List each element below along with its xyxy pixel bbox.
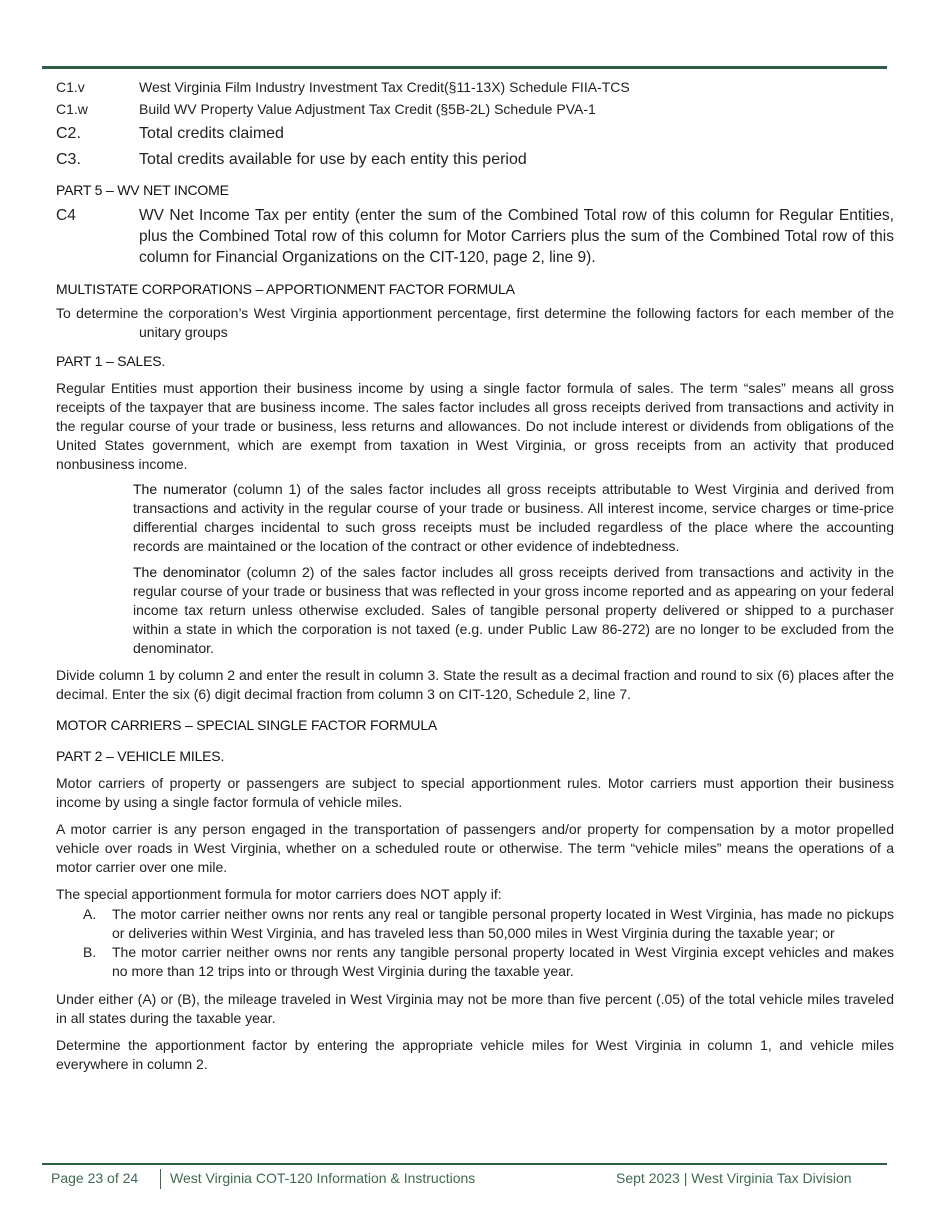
credit-code: C2. <box>56 125 81 142</box>
section-heading: PART 5 – WV NET INCOME <box>56 182 229 198</box>
credit-row <box>56 76 894 98</box>
list-letter: B. <box>83 944 97 960</box>
list-item <box>83 943 894 981</box>
list-letter: A. <box>83 906 97 922</box>
credit-text: Total credits claimed <box>139 125 284 142</box>
page-content <box>56 76 894 1074</box>
section-heading: PART 2 – VEHICLE MILES. <box>56 748 225 764</box>
list-text: The motor carrier neither owns nor rents any tangible personal property located in West Virginia except vehicles and makes no more than 12 trips into or through West Virginia during the taxable year. <box>112 944 894 979</box>
credit-row <box>56 121 894 147</box>
list-text: The motor carrier neither owns nor rents any real or tangible personal property located in West Virginia, has made no pickups or deliveries within West Virginia, and has traveled less than 50,000 miles in West Virginia during the taxable year; or <box>112 906 894 941</box>
footer-rule <box>42 1163 887 1165</box>
denominator-term: The denominator <box>133 564 241 580</box>
motor-paragraph: A motor carrier is any person engaged in the transportation of passengers and/or property for compensation by a motor propelled vehicle over roads in West Virginia, whether on a scheduled route or otherwise. The term “vehicle miles” means the operations of a motor carrier over one mile. <box>56 821 894 875</box>
section-heading: PART 1 – SALES. <box>56 353 166 369</box>
motor-paragraph: The special apportionment formula for motor carriers does NOT apply if: <box>56 886 502 902</box>
credit-code: C3. <box>56 151 81 168</box>
section-heading: MULTISTATE CORPORATIONS – APPORTIONMENT FACTOR FORMULA <box>56 281 515 297</box>
header-rule <box>42 66 887 69</box>
motor-paragraph: Under either (A) or (B), the mileage traveled in West Virginia may not be more than five percent (.05) of the total vehicle miles traveled in all states during the taxable year. <box>56 991 894 1026</box>
net-income-row <box>56 205 894 268</box>
numerator-text: (column 1) of the sales factor includes all gross receipts attributable to West Virginia and derived from transactions and activity in the regular course of your trade or business. All interest income, service charges or time-price differential charges incidental to such gross receipts must be included regardless of the place where the accounting records are maintained or the location of the contract or other evidence of indebtedness. <box>133 481 894 554</box>
net-income-text: WV Net Income Tax per entity (enter the sum of the Combined Total row of this column for Regular Entities, plus the Combined Total row of this column for Motor Carriers plus the sum of the Combined Total row of this column for Financial Organizations on the CIT-120, page 2, line 9). <box>139 207 894 266</box>
footer-divider <box>160 1169 161 1189</box>
credit-code: C1.w <box>56 101 88 117</box>
sales-paragraph: Regular Entities must apportion their business income by using a single factor formula of sales. The term “sales” means all gross receipts of the taxpayer that are business income. The sales factor includes all gross receipts derived from transactions and activity in the regular course of your trade or business, less returns and allowances. Do not include interest or dividends from obligations of the United States government, which are exempt from taxation in West Virginia, or gross receipts from an activity that produced nonbusiness income. <box>56 380 894 472</box>
list-item <box>83 905 894 943</box>
section-heading: MOTOR CARRIERS – SPECIAL SINGLE FACTOR FORMULA <box>56 717 438 733</box>
footer-right: Sept 2023 | West Virginia Tax Division <box>616 1170 852 1186</box>
motor-paragraph: Determine the apportionment factor by entering the appropriate vehicle miles for West Virginia in column 1, and vehicle miles everywhere in column 2. <box>56 1037 894 1072</box>
denominator-paragraph <box>133 563 894 658</box>
credit-row <box>56 98 894 120</box>
page-number: Page 23 of 24 <box>51 1170 139 1186</box>
document-title: West Virginia COT-120 Information & Instructions <box>170 1170 476 1186</box>
credit-row <box>56 147 894 173</box>
denominator-text: (column 2) of the sales factor includes all gross receipts derived from transactions and activity in the regular course of your trade or business that was reflected in your gross income reported and as appearing on your federal income tax return unless otherwise excluded. Sales of tangible personal property delivered or shipped to a purchaser within a state in which the corporation is not taxed (e.g. under Public Law 86-272) are no longer to be excluded from the denominator. <box>133 564 894 656</box>
credit-text: Total credits available for use by each entity this period <box>139 151 527 168</box>
divide-paragraph: Divide column 1 by column 2 and enter the result in column 3. State the result as a decimal fraction and round to six (6) places after the decimal. Enter the six (6) digit decimal fraction from column 3 on CIT-120, Schedule 2, line 7. <box>56 667 894 702</box>
credit-code: C1.v <box>56 79 85 95</box>
numerator-term: The numerator <box>133 481 227 497</box>
numerator-paragraph <box>133 480 894 556</box>
motor-paragraph: Motor carriers of property or passengers are subject to special apportionment rules. Motor carriers must apportion their business income by using a single factor formula of vehicle miles. <box>56 775 894 810</box>
net-income-code: C4 <box>56 207 76 224</box>
credit-text: West Virginia Film Industry Investment Tax Credit(§11-13X) Schedule FIIA-TCS <box>139 79 630 95</box>
credit-text: Build WV Property Value Adjustment Tax Credit (§5B-2L) Schedule PVA-1 <box>139 101 596 117</box>
multistate-intro: To determine the corporation’s West Virginia apportionment percentage, first determine the following factors for each member of the unitary groups <box>56 305 894 340</box>
